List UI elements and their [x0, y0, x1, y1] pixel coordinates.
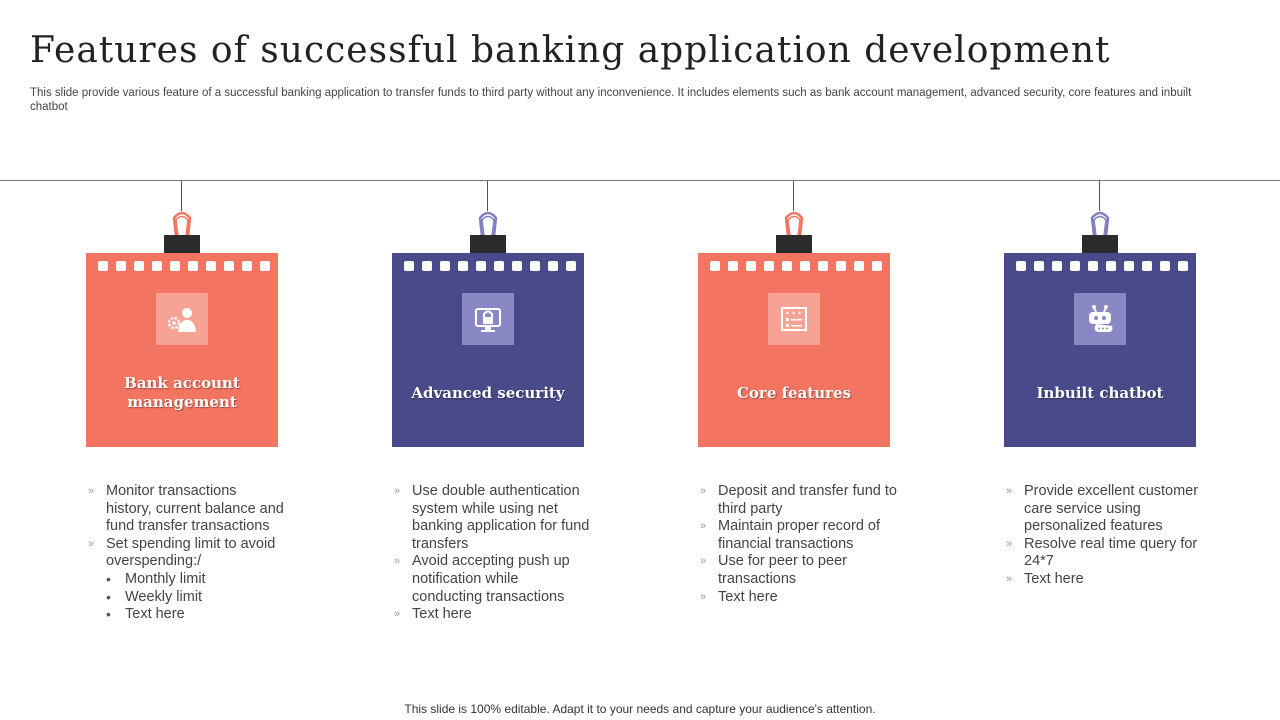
feature-bullet-list	[392, 483, 592, 624]
feature-column-bank-account	[86, 181, 284, 651]
card-title: Inbuilt chatbot	[1036, 383, 1164, 402]
binder-clip-icon	[470, 208, 506, 258]
binder-clip-icon	[1082, 208, 1118, 258]
sub-bullet-item: • Text here	[86, 606, 286, 624]
bullet-item: » Text here	[392, 606, 592, 624]
hanging-string	[793, 181, 794, 211]
bullet-item: » Maintain proper record of financial transactions	[698, 518, 898, 553]
feature-column-core-features	[698, 181, 897, 651]
card-title: Bank account management	[124, 374, 240, 411]
feature-bullet-list	[86, 483, 286, 624]
bullet-item: » Resolve real time query for 24*7	[1004, 536, 1204, 571]
bullet-item: » Provide excellent customer care service using personalized features	[1004, 483, 1204, 536]
bullet-item: » Text here	[698, 589, 898, 607]
slide-title: Features of successful banking application development	[30, 30, 1111, 71]
bullet-item: » Avoid accepting push up notification while conducting transactions	[392, 553, 592, 606]
hanging-string	[181, 181, 182, 211]
feature-card	[698, 253, 890, 447]
feature-card	[86, 253, 278, 447]
card-title: Advanced security	[411, 383, 565, 402]
slide-subtitle: This slide provide various feature of a successful banking application to transfer funds to third party without any inconvenience. It includes elements such as bank account management, advanced security, core features and inbuilt chatbot	[30, 87, 1192, 113]
bullet-item: » Set spending limit to avoid overspending:/	[86, 536, 286, 571]
card-holes	[404, 261, 576, 271]
binder-clip-icon	[164, 208, 200, 258]
bullet-item: » Monitor transactions history, current balance and fund transfer transactions	[86, 483, 286, 536]
security-lock-icon	[462, 293, 514, 345]
slide-footer: This slide is 100% editable. Adapt it to your needs and capture your audience's attention.	[404, 702, 876, 716]
feature-column-inbuilt-chatbot	[1004, 181, 1199, 651]
feature-bullet-list	[1004, 483, 1204, 589]
bullet-item: » Text here	[1004, 571, 1204, 589]
bullet-item: » Use double authentication system while using net banking application for fund transfers	[392, 483, 592, 553]
hanging-string	[1099, 181, 1100, 211]
card-holes	[710, 261, 882, 271]
feature-bullet-list	[698, 483, 898, 606]
card-title: Core features	[736, 383, 852, 402]
feature-card	[1004, 253, 1196, 447]
hanging-string	[487, 181, 488, 211]
binder-clip-icon	[776, 208, 812, 258]
card-holes	[98, 261, 270, 271]
feature-card	[392, 253, 584, 447]
sub-bullet-item: • Monthly limit	[86, 571, 286, 589]
bullet-item: » Use for peer to peer transactions	[698, 553, 898, 588]
sub-bullet-item: • Weekly limit	[86, 589, 286, 607]
account-management-icon	[156, 293, 208, 345]
chatbot-icon	[1074, 293, 1126, 345]
card-holes	[1016, 261, 1188, 271]
feature-column-advanced-security	[392, 181, 590, 651]
bullet-item: » Deposit and transfer fund to third party	[698, 483, 898, 518]
feature-list-icon	[768, 293, 820, 345]
